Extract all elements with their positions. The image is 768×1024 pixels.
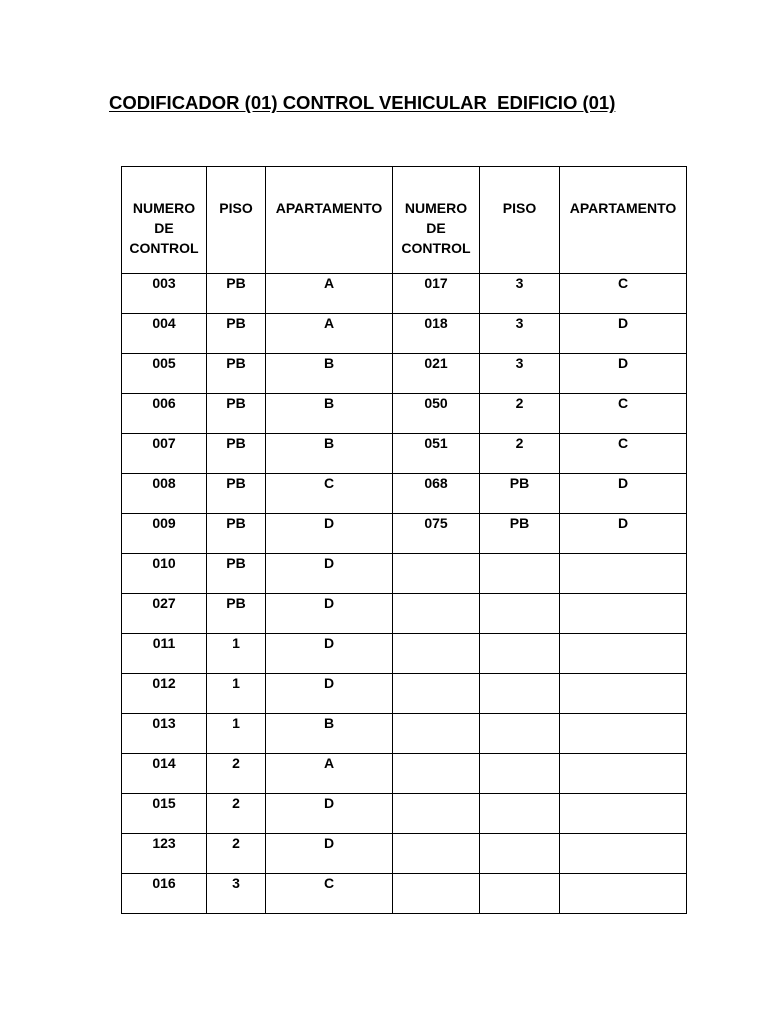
cell-value: 015 [152, 795, 176, 811]
cell-value: 004 [152, 315, 176, 331]
cell-piso-2 [480, 754, 560, 794]
header-line: APARTAMENTO [275, 200, 383, 216]
cell-apartamento-1 [266, 354, 393, 394]
cell-value: D [323, 835, 335, 851]
cell-numero-de-control-1 [122, 794, 207, 834]
cell-value: 2 [515, 435, 524, 451]
cell-value: 1 [232, 635, 240, 651]
cell-value: 3 [515, 355, 524, 371]
header-line: PISO [219, 200, 253, 216]
cell-apartamento-1 [266, 634, 393, 674]
cell-numero-de-control-1 [122, 274, 207, 314]
header-line: CONTROL [129, 240, 199, 256]
cell-apartamento-1 [266, 514, 393, 554]
header-line: NUMERO [132, 200, 196, 216]
cell-value: 2 [232, 755, 240, 771]
cell-value: 068 [424, 475, 448, 491]
cell-apartamento-1 [266, 874, 393, 914]
cell-apartamento-2 [560, 674, 687, 714]
cell-piso-2 [480, 794, 560, 834]
cell-numero-de-control-2 [393, 354, 480, 394]
cell-numero-de-control-1 [122, 594, 207, 634]
cell-apartamento-2 [560, 834, 687, 874]
cell-numero-de-control-2 [393, 274, 480, 314]
header-piso-1 [207, 167, 266, 274]
cell-value: 1 [232, 675, 240, 691]
cell-value: PB [226, 475, 246, 491]
cell-piso-1 [207, 314, 266, 354]
cell-apartamento-1 [266, 594, 393, 634]
cell-apartamento-1 [266, 274, 393, 314]
cell-piso-1 [207, 554, 266, 594]
cell-value: 013 [152, 715, 176, 731]
cell-numero-de-control-1 [122, 714, 207, 754]
cell-numero-de-control-1 [122, 634, 207, 674]
header-line: DE [426, 220, 446, 236]
table-row [122, 394, 687, 434]
cell-value: B [323, 715, 335, 731]
cell-value: D [323, 555, 335, 571]
cell-value: B [323, 355, 335, 371]
cell-value: 010 [152, 555, 176, 571]
header-apartamento-2 [560, 167, 687, 274]
header-piso-2 [480, 167, 560, 274]
cell-piso-1 [207, 434, 266, 474]
table-row [122, 434, 687, 474]
cell-numero-de-control-2 [393, 634, 480, 674]
cell-numero-de-control-2 [393, 514, 480, 554]
cell-value: PB [509, 515, 530, 531]
header-line: NUMERO [404, 200, 468, 216]
cell-piso-2 [480, 554, 560, 594]
cell-apartamento-1 [266, 474, 393, 514]
cell-piso-1 [207, 354, 266, 394]
header-numero-de-control-1 [122, 167, 207, 274]
cell-apartamento-1 [266, 554, 393, 594]
cell-numero-de-control-2 [393, 594, 480, 634]
cell-piso-1 [207, 874, 266, 914]
cell-value: C [323, 875, 335, 891]
cell-numero-de-control-2 [393, 434, 480, 474]
cell-piso-1 [207, 754, 266, 794]
header-line: CONTROL [401, 240, 471, 256]
cell-numero-de-control-1 [122, 394, 207, 434]
cell-value: PB [226, 555, 246, 571]
cell-numero-de-control-1 [122, 754, 207, 794]
cell-numero-de-control-1 [122, 514, 207, 554]
cell-numero-de-control-2 [393, 474, 480, 514]
cell-apartamento-2 [560, 434, 687, 474]
cell-value: PB [226, 275, 246, 291]
cell-apartamento-1 [266, 314, 393, 354]
cell-value: 123 [152, 835, 176, 851]
cell-numero-de-control-1 [122, 674, 207, 714]
cell-value: 021 [424, 355, 448, 371]
cell-apartamento-1 [266, 714, 393, 754]
cell-value: PB [226, 515, 246, 531]
cell-value: A [323, 275, 335, 291]
cell-value: 051 [424, 435, 448, 451]
cell-value: 006 [152, 395, 176, 411]
cell-value: 027 [152, 595, 176, 611]
cell-value: 3 [232, 875, 240, 891]
table-row [122, 594, 687, 634]
cell-value: 011 [152, 635, 176, 651]
table-row [122, 354, 687, 394]
cell-piso-2 [480, 514, 560, 554]
cell-apartamento-2 [560, 794, 687, 834]
header-apartamento-1 [266, 167, 393, 274]
cell-numero-de-control-2 [393, 794, 480, 834]
cell-piso-2 [480, 594, 560, 634]
cell-apartamento-2 [560, 634, 687, 674]
cell-numero-de-control-1 [122, 554, 207, 594]
table-row [122, 514, 687, 554]
cell-value: 1 [232, 715, 240, 731]
table-row [122, 794, 687, 834]
cell-value: 017 [424, 275, 448, 291]
cell-value: 007 [152, 435, 176, 451]
cell-piso-2 [480, 474, 560, 514]
cell-piso-1 [207, 674, 266, 714]
cell-apartamento-2 [560, 554, 687, 594]
cell-numero-de-control-1 [122, 474, 207, 514]
cell-piso-2 [480, 674, 560, 714]
cell-numero-de-control-2 [393, 394, 480, 434]
cell-value: A [323, 315, 335, 331]
cell-value: A [323, 755, 335, 771]
cell-apartamento-2 [560, 274, 687, 314]
cell-apartamento-2 [560, 714, 687, 754]
cell-piso-2 [480, 314, 560, 354]
table-body [122, 274, 687, 914]
cell-value: 3 [515, 275, 524, 291]
cell-value: 2 [515, 395, 524, 411]
cell-numero-de-control-1 [122, 874, 207, 914]
cell-piso-2 [480, 434, 560, 474]
table-row [122, 834, 687, 874]
cell-apartamento-1 [266, 794, 393, 834]
table-row [122, 314, 687, 354]
cell-value: B [323, 395, 335, 411]
cell-value: 016 [152, 875, 176, 891]
cell-numero-de-control-2 [393, 754, 480, 794]
cell-apartamento-1 [266, 674, 393, 714]
document-title: CODIFICADOR (01) CONTROL VEHICULAR EDIFICIO (01) [109, 92, 616, 113]
cell-numero-de-control-2 [393, 714, 480, 754]
cell-apartamento-2 [560, 354, 687, 394]
cell-numero-de-control-2 [393, 834, 480, 874]
cell-value: 009 [152, 515, 176, 531]
cell-piso-1 [207, 594, 266, 634]
cell-value: C [617, 395, 629, 411]
cell-value: 3 [515, 315, 524, 331]
cell-value: D [323, 795, 335, 811]
cell-value: 003 [152, 275, 176, 291]
cell-numero-de-control-1 [122, 314, 207, 354]
cell-apartamento-1 [266, 834, 393, 874]
cell-value: 008 [152, 475, 176, 491]
cell-value: 050 [424, 395, 448, 411]
header-line: DE [154, 220, 174, 236]
cell-value: PB [509, 475, 530, 491]
cell-value: C [617, 435, 629, 451]
cell-value: 014 [152, 755, 176, 771]
cell-piso-1 [207, 834, 266, 874]
cell-value: PB [226, 435, 246, 451]
header-line: PISO [502, 200, 537, 216]
cell-value: D [617, 315, 629, 331]
cell-value: PB [226, 595, 246, 611]
cell-value: 2 [232, 795, 240, 811]
cell-apartamento-1 [266, 754, 393, 794]
cell-piso-1 [207, 394, 266, 434]
cell-numero-de-control-1 [122, 354, 207, 394]
cell-piso-2 [480, 274, 560, 314]
cell-value: B [323, 435, 335, 451]
cell-apartamento-2 [560, 874, 687, 914]
cell-numero-de-control-2 [393, 674, 480, 714]
cell-piso-1 [207, 634, 266, 674]
cell-apartamento-2 [560, 594, 687, 634]
cell-value: D [617, 475, 629, 491]
cell-piso-1 [207, 274, 266, 314]
cell-apartamento-2 [560, 514, 687, 554]
table-row [122, 474, 687, 514]
table-row [122, 714, 687, 754]
vehicle-control-table [121, 166, 687, 914]
cell-value: C [323, 475, 335, 491]
cell-piso-1 [207, 714, 266, 754]
cell-apartamento-2 [560, 314, 687, 354]
cell-numero-de-control-2 [393, 554, 480, 594]
cell-value: D [323, 635, 335, 651]
cell-numero-de-control-1 [122, 434, 207, 474]
cell-value: D [617, 355, 629, 371]
table-row [122, 634, 687, 674]
cell-value: PB [226, 395, 246, 411]
header-row [122, 167, 687, 274]
cell-piso-2 [480, 874, 560, 914]
cell-value: PB [226, 315, 246, 331]
cell-value: D [323, 515, 335, 531]
cell-apartamento-1 [266, 394, 393, 434]
cell-numero-de-control-1 [122, 834, 207, 874]
cell-piso-2 [480, 714, 560, 754]
cell-value: C [617, 275, 629, 291]
cell-apartamento-1 [266, 434, 393, 474]
cell-value: 018 [424, 315, 448, 331]
cell-numero-de-control-2 [393, 314, 480, 354]
cell-value: PB [226, 355, 246, 371]
cell-piso-1 [207, 514, 266, 554]
table-header [122, 167, 687, 274]
cell-value: 012 [152, 675, 176, 691]
cell-numero-de-control-2 [393, 874, 480, 914]
cell-value: D [323, 595, 335, 611]
header-numero-de-control-2 [393, 167, 480, 274]
cell-piso-2 [480, 354, 560, 394]
cell-apartamento-2 [560, 754, 687, 794]
table-row [122, 754, 687, 794]
cell-value: D [617, 515, 629, 531]
cell-value: 2 [232, 835, 240, 851]
cell-piso-1 [207, 474, 266, 514]
header-line: APARTAMENTO [569, 200, 677, 216]
cell-piso-2 [480, 394, 560, 434]
table-row [122, 874, 687, 914]
cell-value: 075 [424, 515, 448, 531]
cell-piso-1 [207, 794, 266, 834]
cell-apartamento-2 [560, 474, 687, 514]
cell-value: D [323, 675, 335, 691]
table-row [122, 674, 687, 714]
cell-value: 005 [152, 355, 176, 371]
table-row [122, 274, 687, 314]
table-row [122, 554, 687, 594]
cell-apartamento-2 [560, 394, 687, 434]
cell-piso-2 [480, 834, 560, 874]
cell-piso-2 [480, 634, 560, 674]
